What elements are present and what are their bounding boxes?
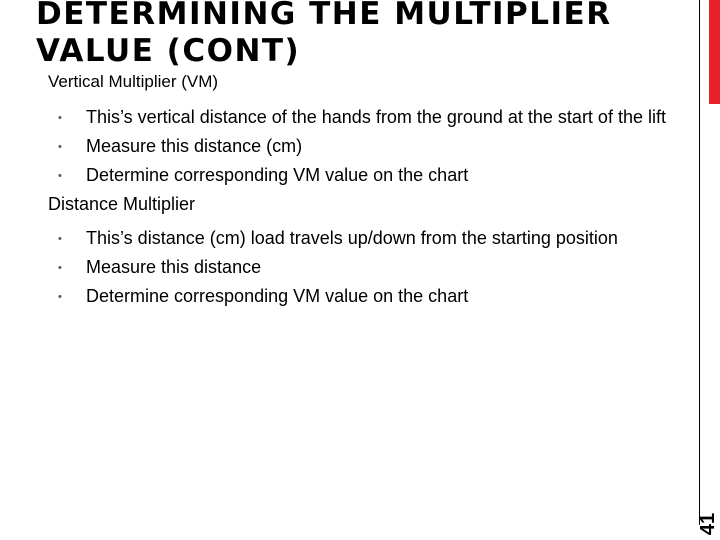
section-heading-vertical-multiplier: Vertical Multiplier (VM) (48, 72, 219, 91)
slide-number: 41 (696, 512, 719, 536)
bullet-marker: • (58, 291, 62, 303)
bullet-item (58, 163, 688, 187)
accent-bar (709, 0, 720, 104)
bullet-item (58, 134, 688, 158)
bullet-marker: • (58, 112, 62, 124)
distance-multiplier-bullets (48, 226, 688, 308)
bullet-item (58, 105, 688, 129)
bullet-text: Measure this distance (86, 257, 262, 277)
bullet-item (58, 226, 688, 250)
bullet-text: Determine corresponding VM value on the chart (86, 286, 469, 306)
bullet-item (58, 255, 688, 279)
vertical-multiplier-bullets (48, 105, 688, 187)
bullet-marker: • (58, 170, 62, 182)
bullet-marker: • (58, 141, 62, 153)
sidebar-divider (699, 0, 700, 525)
bullet-text: Determine corresponding VM value on the chart (86, 165, 469, 185)
bullet-item (58, 284, 688, 308)
slide-title: DETERMINING THE MULTIPLIER VALUE (CONT) (36, 0, 612, 69)
bullet-text: Measure this distance (cm) (86, 136, 303, 156)
bullet-text: This’s distance (cm) load travels up/down from the starting position (86, 228, 618, 248)
bullet-marker: • (58, 233, 62, 245)
bullet-text: This’s vertical distance of the hands from the ground at the start of the lift (86, 107, 666, 127)
slide-body (48, 70, 688, 313)
section-heading-distance-multiplier: Distance Multiplier (48, 194, 196, 214)
bullet-marker: • (58, 262, 62, 274)
